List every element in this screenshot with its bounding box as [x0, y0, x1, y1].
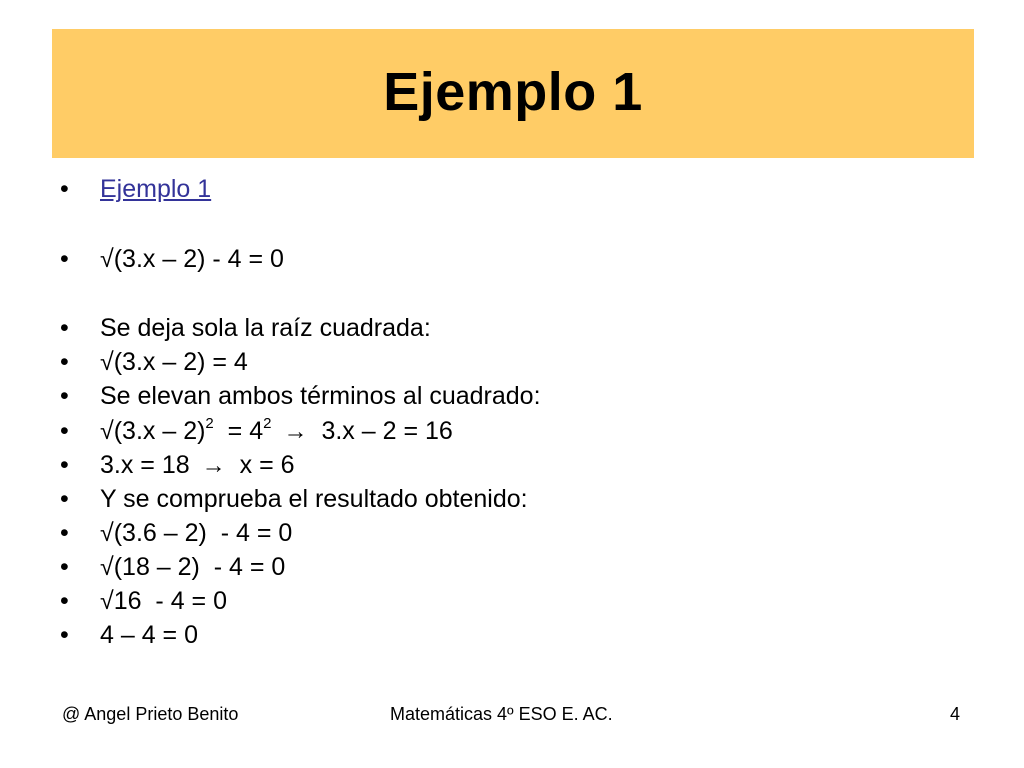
- bullet-glyph: •: [60, 451, 69, 479]
- step-text: Se deja sola la raíz cuadrada:: [100, 314, 431, 342]
- bullet-glyph: •: [60, 621, 69, 649]
- equation-text: 4 – 4 = 0: [100, 621, 198, 649]
- footer-author: @ Angel Prieto Benito: [62, 704, 239, 724]
- equation-part: = 4: [213, 417, 264, 445]
- exponent: 2: [205, 414, 214, 432]
- exponent: 2: [263, 414, 272, 432]
- bullet-glyph: •: [60, 587, 69, 615]
- equation-part: x = 6: [239, 451, 295, 479]
- bullet-glyph: •: [60, 314, 69, 342]
- equation-text: √(3.x – 2) = 4: [100, 348, 248, 376]
- equation-part: 3.x = 18: [100, 451, 190, 479]
- slide-title: Ejemplo 1: [383, 61, 643, 122]
- arrow-icon: →: [283, 418, 308, 445]
- footer-page-number: 4: [950, 704, 961, 724]
- step-text: Y se comprueba el resultado obtenido:: [100, 485, 528, 513]
- bullet-glyph: •: [60, 175, 69, 203]
- example-link[interactable]: Ejemplo 1: [100, 175, 212, 203]
- bullet-glyph: •: [60, 382, 69, 410]
- equation-text: √(18 – 2) - 4 = 0: [100, 553, 286, 581]
- equation-part: √(3.x – 2): [100, 417, 206, 445]
- equation-text: √(3.6 – 2) - 4 = 0: [100, 519, 293, 547]
- equation-part: 3.x – 2 = 16: [321, 417, 453, 445]
- bullet-glyph: •: [60, 417, 69, 445]
- bullet-glyph: •: [60, 519, 69, 547]
- title-bar: [52, 29, 974, 158]
- footer-course: Matemáticas 4º ESO E. AC.: [390, 704, 613, 724]
- equation-text: √(3.x – 2) - 4 = 0: [100, 245, 284, 273]
- step-text: Se elevan ambos términos al cuadrado:: [100, 382, 541, 410]
- arrow-icon: →: [201, 452, 226, 479]
- equation-text: √16 - 4 = 0: [100, 587, 227, 615]
- equation-text: [100, 414, 453, 449]
- bullet-glyph: •: [60, 245, 69, 273]
- bullet-glyph: •: [60, 485, 69, 513]
- bullet-glyph: •: [60, 348, 69, 376]
- equation-text: [100, 448, 295, 483]
- bullet-glyph: •: [60, 553, 69, 581]
